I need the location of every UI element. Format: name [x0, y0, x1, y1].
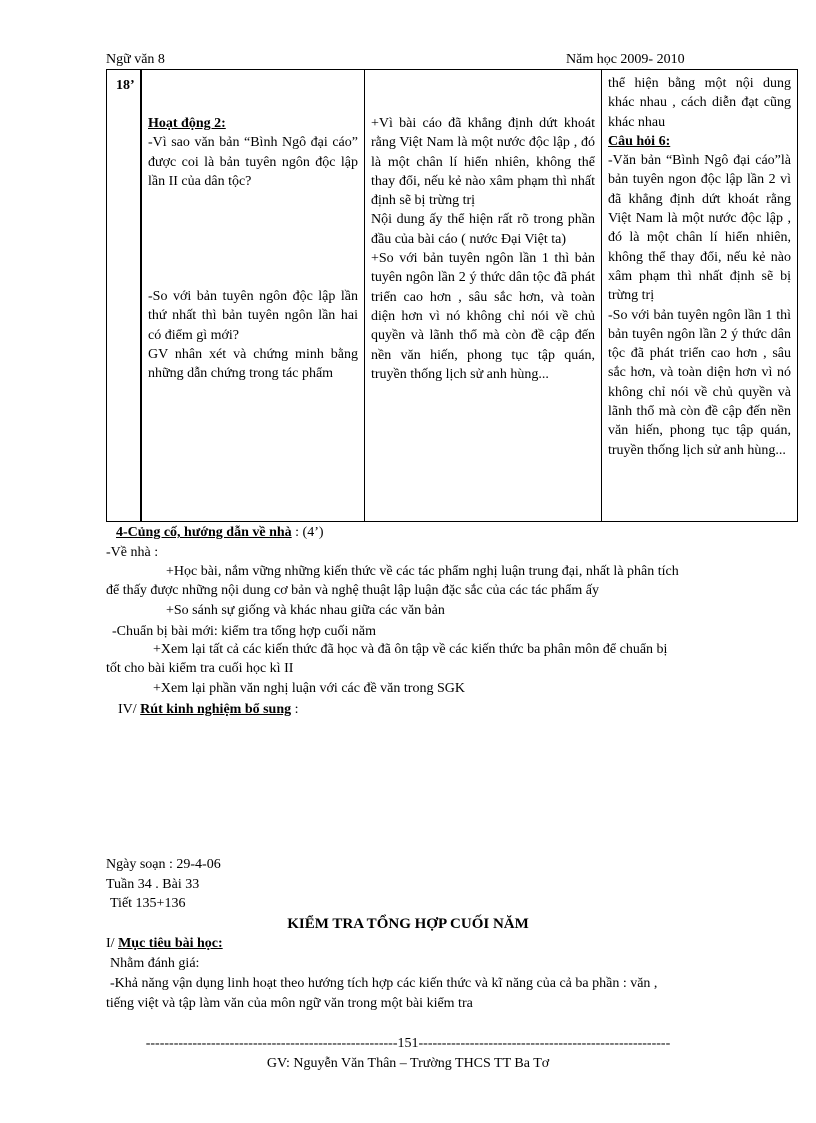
objectives-line — [106, 936, 223, 952]
header-school-year: Năm học 2009- 2010 — [566, 52, 685, 67]
period: Tiết 135+136 — [110, 896, 186, 911]
question-1: -Vì sao văn bản “Bình Ngô đại cáo” được coi là bản tuyên ngôn độc lập lần II của dân tộc? — [148, 135, 358, 189]
aim-label: Nhằm đánh giá: — [110, 956, 200, 971]
section-4-heading: Rút kinh nghiệm bổ sung — [140, 702, 292, 717]
section-4-colon: : — [291, 702, 299, 717]
lesson-title: KIỂM TRA TỔNG HỢP CUỐI NĂM — [287, 916, 529, 932]
lesson-table — [106, 69, 798, 522]
consolidation-heading: 4-Củng cố, hướng dẫn về nhà — [116, 525, 292, 540]
answer-1: +Vì bài cáo đã khẳng định dứt khoát rằng Việt Nam là một nước độc lập , đó là một chân lí hiển nhiên, không thể thay đổi, nếu kẻ nào xâm phạm thì nhất định sẽ bị trừng trị — [371, 116, 595, 209]
header-subject: Ngữ văn 8 — [106, 52, 165, 67]
activity-heading: Hoạt động 2: — [148, 116, 226, 131]
activity-cell — [142, 70, 365, 522]
page-number: ------------------------------------------------------151------------------------------------------------------ — [145, 1036, 671, 1051]
prep-date: Ngày soạn : 29-4-06 — [106, 857, 221, 872]
objectives-heading: Mục tiêu bài học: — [118, 936, 223, 951]
week-lesson: Tuần 34 . Bài 33 — [106, 877, 200, 892]
content-continuation: thể hiện bằng một nội dung khác nhau , cách diễn đạt cũng khác nhau — [608, 76, 791, 130]
answer-2: +So với bản tuyên ngôn lần 1 thì bản tuyên ngôn lần 2 ý thức dân tộc đã phát triển cao hơn , sâu sắc hơn, và toàn diện hơn vì nó không chỉ nói về chủ quyền và lãnh thổ mà còn đề cập đến nền văn hiến, phong tục tập quán, truyền thống lịch sử anh hùng... — [371, 251, 595, 382]
aim-text-2: tiếng việt và tập làm văn của môn ngữ văn trong một bài kiểm tra — [106, 996, 473, 1011]
home-label: -Về nhà : — [106, 545, 159, 560]
section-4-number: IV/ — [118, 702, 141, 717]
prepare-item-2: +Xem lại phần văn nghị luận với các đề văn trong SGK — [153, 681, 465, 696]
content-cell — [602, 70, 798, 522]
aim-text-1: -Khả năng vận dụng linh hoạt theo hướng tích hợp các kiến thức và kĩ năng của cả ba phần : văn , — [110, 976, 658, 991]
teacher-note: GV nhân xét và chứng minh bằng những dẫn chứng trong tác phẩm — [148, 347, 358, 382]
question-6-heading: Câu hỏi 6: — [608, 133, 671, 149]
home-item-2: +So sánh sự giống và khác nhau giữa các văn bản — [166, 603, 445, 618]
prepare-label: -Chuẩn bị bài mới: kiểm tra tổng hợp cuối năm — [112, 624, 377, 639]
consolidation-heading-line — [116, 525, 324, 541]
objectives-number: I/ — [106, 936, 119, 951]
consolidation-time: : (4’) — [291, 525, 324, 540]
time-value: 18’ — [116, 78, 135, 93]
table-divider — [140, 69, 141, 522]
home-item-1: +Học bài, nắm vững những kiến thức về các tác phẩm nghị luận trung đại, nhất là phân tích — [166, 564, 679, 579]
footer-author: GV: Nguyễn Văn Thân – Trường THCS TT Ba Tơ — [266, 1056, 550, 1071]
content-answer-1: -Văn bản “Bình Ngô đại cáo”là bản tuyên ngon độc lập lần 2 vì đã khẳng định dứt khoát rằng Việt Nam là một nước độc lập , đó là một chân lí hiển nhiên, không thể thay đổi, nếu kẻ nào xâm phạm thì nhất định sẽ bị trừng trị — [608, 153, 791, 304]
answer-1-detail: Nội dung ấy thể hiện rất rõ trong phần đầu của bài cáo ( nước Đại Việt ta) — [371, 212, 595, 247]
question-2: -So với bản tuyên ngôn độc lập lần thứ nhất thì bản tuyên ngôn lần hai có điểm gì mới? — [148, 289, 358, 343]
prepare-item-1: +Xem lại tất cả các kiến thức đã học và đã ôn tập về các kiến thức ba phân môn để chuẩn bị — [153, 642, 668, 657]
time-cell — [107, 70, 142, 522]
content-answer-2: -So với bản tuyên ngôn lần 1 thì bản tuyên ngôn lần 2 ý thức dân tộc đã phát triển cao hơn , sâu sắc hơn, và toàn diện hơn vì nó không chỉ nói về chủ quyền và lãnh thổ mà còn đề cập đến nền văn hiến, phong tục tập quán, truyền thống lịch sử anh hùng... — [608, 307, 791, 458]
section-4-line — [118, 702, 299, 718]
home-item-1-cont: để thấy được những nội dung cơ bản và nghệ thuật lập luận đặc sắc của các tác phẩm ấy — [106, 583, 599, 598]
prepare-item-1-cont: tốt cho bài kiểm tra cuối học kì II — [106, 661, 294, 676]
student-activity-cell — [365, 70, 602, 522]
